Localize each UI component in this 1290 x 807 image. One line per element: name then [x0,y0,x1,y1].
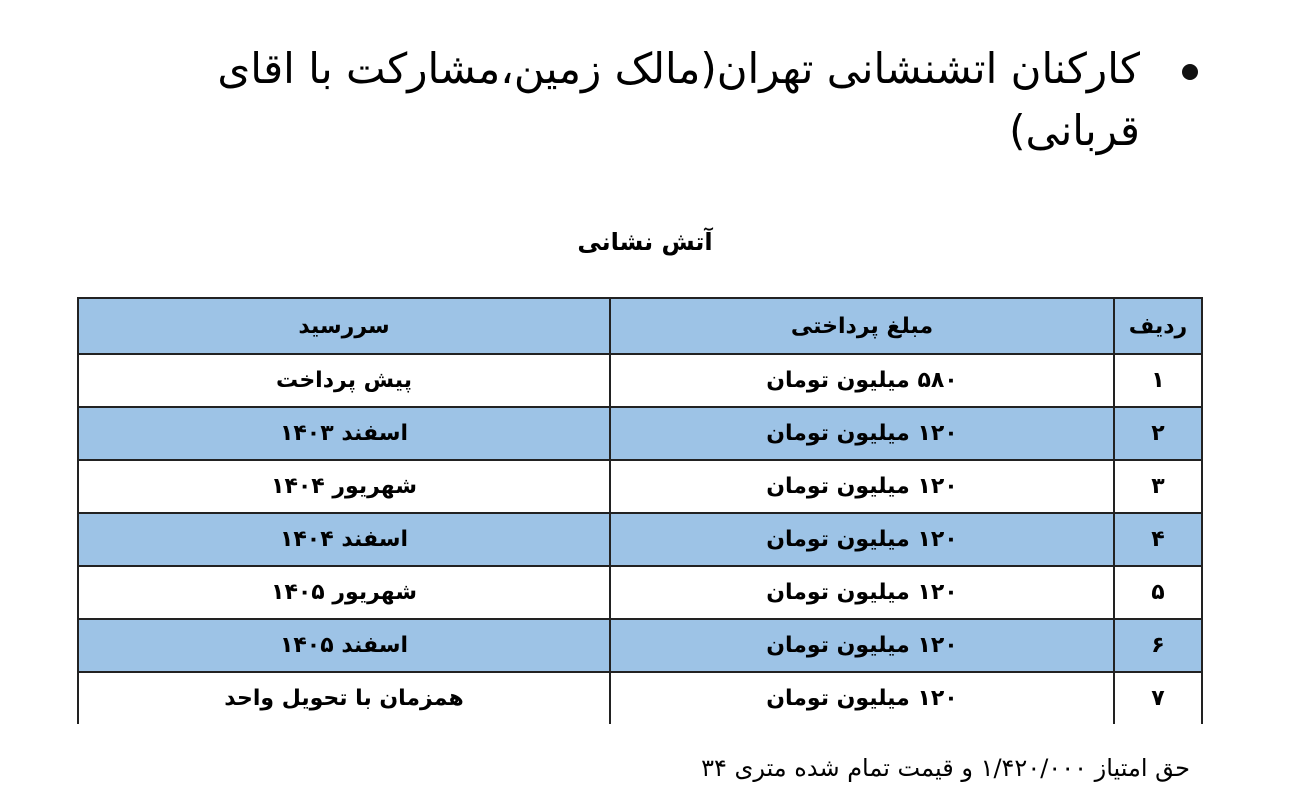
cell-amount: ۱۲۰ میلیون تومان [610,619,1114,672]
cell-due-date: اسفند ۱۴۰۳ [78,407,610,460]
cell-due-date: پیش پرداخت [78,354,610,407]
table-row [78,619,1202,672]
cell-due-date: اسفند ۱۴۰۴ [78,513,610,566]
bullet-heading-text: کارکنان اتشنشانی تهران(مالک زمین،مشارکت با اقای قربانی) [217,44,1140,155]
cell-amount: ۱۲۰ میلیون تومان [610,672,1114,724]
cell-row-number: ۵ [1114,566,1202,619]
bullet-item [140,38,1200,162]
cell-amount: ۱۲۰ میلیون تومان [610,566,1114,619]
table-row [78,513,1202,566]
cell-due-date: اسفند ۱۴۰۵ [78,619,610,672]
header-due-date: سررسید [78,298,610,354]
table-row [78,672,1202,724]
header-amount: مبلغ پرداختی [610,298,1114,354]
table-row [78,460,1202,513]
cell-row-number: ۷ [1114,672,1202,724]
bullet-dot-icon [1182,64,1198,80]
cell-amount: ۱۲۰ میلیون تومان [610,407,1114,460]
table-row [78,407,1202,460]
table-row [78,566,1202,619]
cell-row-number: ۶ [1114,619,1202,672]
footnote-text: حق امتیاز ۱/۴۲۰/۰۰۰ و قیمت تمام شده متری ۳۴ [701,754,1190,782]
cell-amount: ۵۸۰ میلیون تومان [610,354,1114,407]
table-row [78,354,1202,407]
cell-due-date: شهریور ۱۴۰۴ [78,460,610,513]
table-header-row [78,298,1202,354]
cell-row-number: ۴ [1114,513,1202,566]
cell-row-number: ۳ [1114,460,1202,513]
cell-due-date: شهریور ۱۴۰۵ [78,566,610,619]
table-title: آتش نشانی [577,228,713,256]
cell-amount: ۱۲۰ میلیون تومان [610,460,1114,513]
header-row-number: ردیف [1114,298,1202,354]
payment-schedule-table [77,297,1203,724]
cell-row-number: ۱ [1114,354,1202,407]
cell-amount: ۱۲۰ میلیون تومان [610,513,1114,566]
cell-due-date: همزمان با تحویل واحد [78,672,610,724]
cell-row-number: ۲ [1114,407,1202,460]
